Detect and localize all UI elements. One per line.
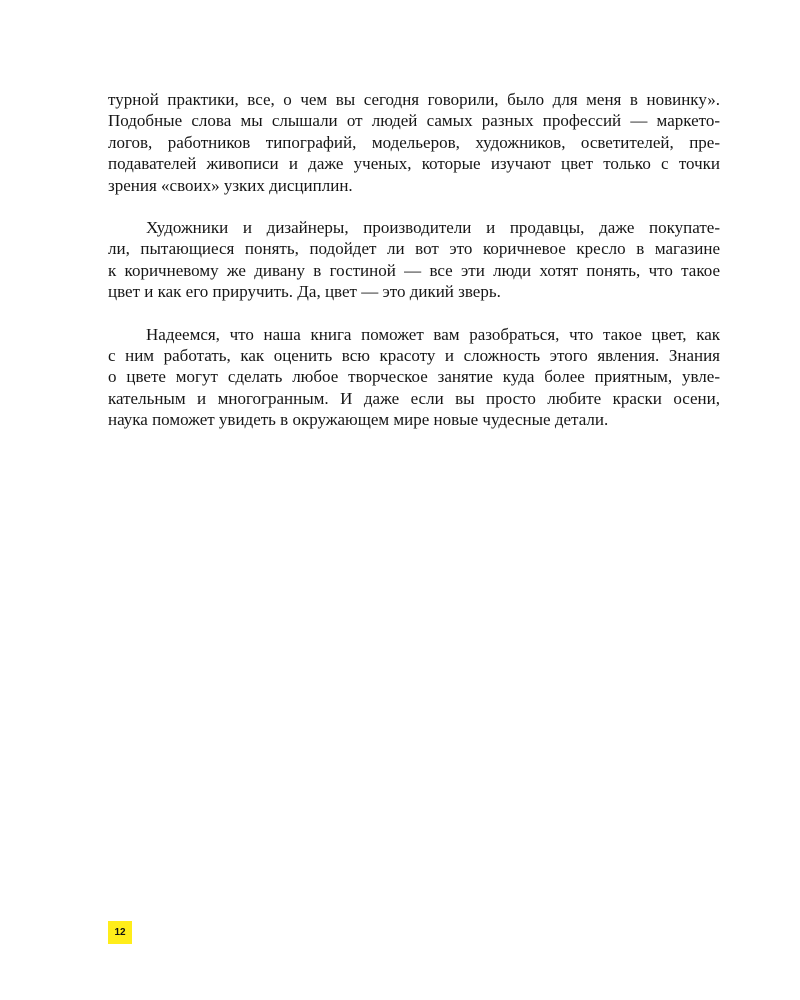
- paragraph-line: зрения «своих» узких дисциплин.: [108, 175, 353, 195]
- paragraph-line: цвет и как его приручить. Да, цвет — это дикий зверь.: [108, 282, 501, 302]
- page-number: 12: [114, 927, 126, 938]
- paragraph-line: с ним работать, как оценить всю красоту и сложность этого явления. Знания: [108, 346, 720, 366]
- paragraph-line: кательным и многогранным. И даже если вы просто любите краски осени,: [108, 388, 720, 408]
- paragraph-line: к коричневому же дивану в гостиной — все эти люди хотят понять, что такое: [108, 260, 720, 280]
- paragraph-line: логов, работников типографий, модельеров, художников, осветителей, пре-: [108, 132, 720, 152]
- paragraph-2: [108, 217, 720, 303]
- page-number-badge: [108, 921, 132, 944]
- paragraph-line: Художники и дизайнеры, производители и продавцы, даже покупате-: [146, 218, 720, 238]
- paragraph-line: Надеемся, что наша книга поможет вам разобраться, что такое цвет, как: [146, 324, 720, 344]
- paragraph-3: [108, 324, 720, 431]
- paragraph-line: о цвете могут сделать любое творческое занятие куда более приятным, увле-: [108, 367, 720, 387]
- paragraph-line: ли, пытающиеся понять, подойдет ли вот это коричневое кресло в магазине: [108, 239, 720, 259]
- paragraph-line: подавателей живописи и даже ученых, которые изучают цвет только с точки: [108, 154, 720, 174]
- paragraph-line: Подобные слова мы слышали от людей самых разных профессий — маркето-: [108, 111, 720, 131]
- page-body: [108, 89, 720, 452]
- paragraph-line: турной практики, все, о чем вы сегодня говорили, было для меня в новинку».: [108, 90, 720, 109]
- paragraph-1: [108, 89, 720, 196]
- paragraph-line: наука поможет увидеть в окружающем мире новые чудесные детали.: [108, 410, 609, 430]
